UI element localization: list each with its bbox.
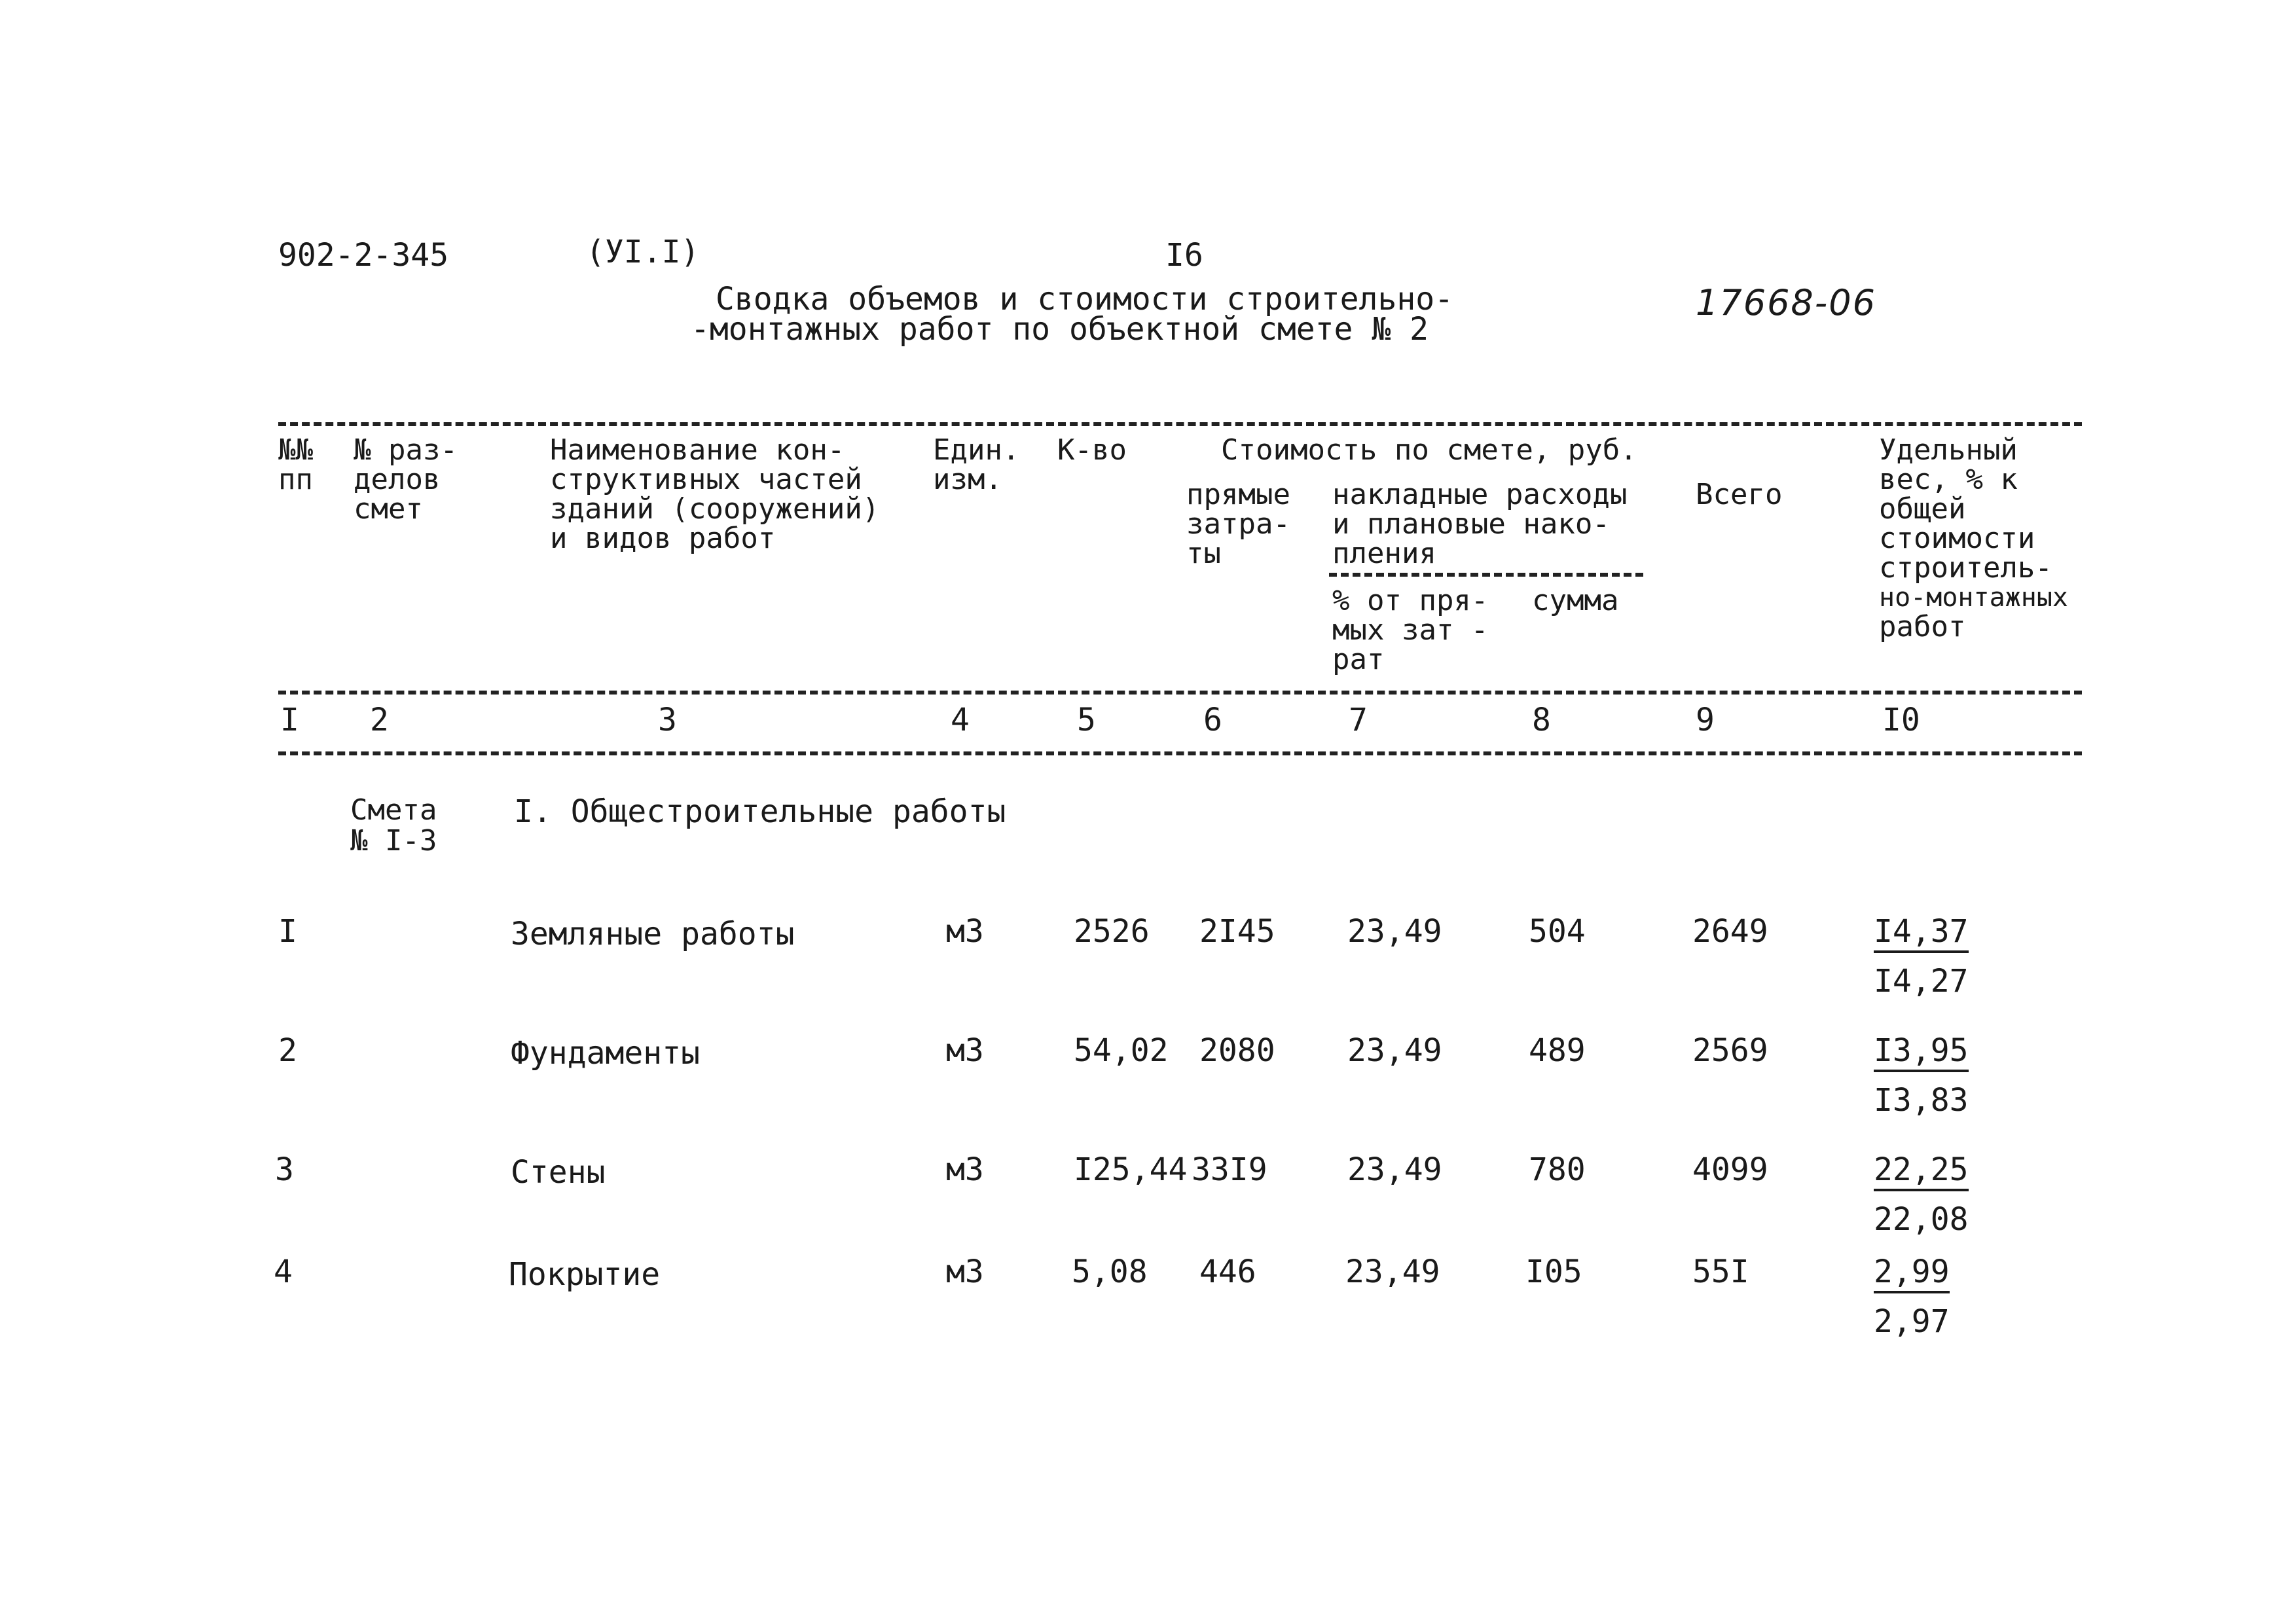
header-cost-group: Стоимость по смете, руб. [1221, 433, 1637, 467]
row-2-unit: м3 [946, 1032, 984, 1069]
header-col4-line1: Един. [933, 433, 1020, 467]
header-col2-line3: смет [354, 492, 423, 526]
document-code: 902-2-345 [278, 237, 449, 274]
handwritten-number: 17668-06 [1696, 282, 1876, 323]
header-col3-line2: структивных частей [550, 463, 862, 496]
row-4-share [1874, 1255, 1950, 1338]
section-ref-line2: № I-3 [350, 824, 437, 857]
header-col10-line3: общей [1879, 492, 1966, 526]
header-col10-line2: вес, % к [1879, 463, 2018, 496]
row-2-qty: 54,02 [1074, 1032, 1169, 1069]
row-2-share-bottom: I3,83 [1874, 1082, 1969, 1119]
row-4-sum: I05 [1525, 1254, 1582, 1290]
table-top-rule [278, 422, 2082, 426]
row-3-number: 3 [275, 1151, 294, 1188]
row-2-direct: 2080 [1199, 1032, 1275, 1069]
section-title: I. Общестроительные работы [514, 793, 1006, 830]
row-3-share-top: 22,25 [1874, 1153, 1969, 1191]
header-overhead-line1: накладные расходы [1332, 478, 1628, 511]
row-1-share-bottom: I4,27 [1874, 963, 1969, 1000]
header-col6-line2: затра- [1186, 507, 1290, 541]
header-bottom-rule [278, 691, 2082, 695]
row-1-pct: 23,49 [1347, 913, 1442, 950]
row-4-qty: 5,08 [1072, 1254, 1148, 1290]
header-col2-line1: № раз- [354, 433, 458, 467]
row-4-name: Покрытие [509, 1256, 661, 1293]
column-number-2: 2 [370, 702, 389, 738]
section-ref-line1: Смета [350, 793, 437, 827]
row-3-pct: 23,49 [1347, 1151, 1442, 1188]
document-title-line-2: -монтажных работ по объектной смете № 2 [691, 311, 1429, 348]
row-4-pct: 23,49 [1345, 1254, 1440, 1290]
column-number-3: 3 [658, 702, 677, 738]
header-col6-line3: ты [1186, 537, 1221, 570]
row-4-unit: м3 [946, 1254, 984, 1290]
column-number-6: 6 [1203, 702, 1222, 738]
row-4-number: 4 [274, 1254, 293, 1290]
row-3-sum: 780 [1529, 1151, 1586, 1188]
column-number-8: 8 [1532, 702, 1551, 738]
header-col7-line1: % от пря- [1332, 584, 1489, 617]
header-col6-line1: прямые [1186, 478, 1290, 511]
row-2-pct: 23,49 [1347, 1032, 1442, 1069]
row-3-unit: м3 [946, 1151, 984, 1188]
header-col8: сумма [1532, 584, 1619, 617]
column-number-10: I0 [1882, 702, 1920, 738]
header-col7-line2: мых зат - [1332, 613, 1489, 647]
row-1-unit: м3 [946, 913, 984, 950]
row-4-direct: 446 [1199, 1254, 1256, 1290]
column-number-4: 4 [951, 702, 970, 738]
row-2-share-top: I3,95 [1874, 1034, 1969, 1072]
header-col7-line3: рат [1332, 643, 1385, 676]
page-number: I6 [1165, 237, 1203, 274]
header-col10-line5: строитель- [1879, 551, 2052, 585]
row-3-total: 4099 [1692, 1151, 1768, 1188]
row-2-name: Фундаменты [511, 1035, 700, 1072]
column-numbers-rule [278, 751, 2082, 755]
row-3-share-bottom: 22,08 [1874, 1201, 1969, 1238]
header-col1-line1: №№ [278, 433, 313, 467]
header-col1-line2: пп [278, 463, 313, 496]
column-number-1: I [280, 702, 299, 738]
header-col3-line3: зданий (сооружений) [550, 492, 880, 526]
row-1-sum: 504 [1529, 913, 1586, 950]
row-1-direct: 2I45 [1199, 913, 1275, 950]
row-4-share-bottom: 2,97 [1874, 1303, 1950, 1340]
document-title-line-1: Сводка объемов и стоимости строительно- [716, 281, 1454, 317]
overhead-group-rule [1329, 573, 1643, 577]
header-overhead-line3: пления [1332, 537, 1436, 570]
row-3-direct: 33I9 [1192, 1151, 1267, 1188]
row-4-share-top: 2,99 [1874, 1255, 1950, 1293]
header-col4-line2: изм. [933, 463, 1002, 496]
header-col10-line4: стоимости [1879, 522, 2035, 555]
row-3-qty: I25,44 [1074, 1151, 1188, 1188]
header-col10-line7: работ [1879, 610, 1966, 643]
row-1-number: I [278, 913, 297, 950]
document-part: (УI.I) [586, 234, 700, 270]
header-col9: Всего [1696, 478, 1783, 511]
header-col10-line6: но-монтажных [1879, 583, 2068, 613]
row-2-sum: 489 [1529, 1032, 1586, 1069]
header-col2-line2: делов [354, 463, 441, 496]
column-number-7: 7 [1349, 702, 1368, 738]
column-number-5: 5 [1077, 702, 1096, 738]
row-1-total: 2649 [1692, 913, 1768, 950]
column-number-9: 9 [1696, 702, 1715, 738]
row-1-qty: 2526 [1074, 913, 1150, 950]
row-1-name: Земляные работы [511, 916, 795, 952]
row-2-number: 2 [278, 1032, 297, 1069]
header-overhead-line2: и плановые нако- [1332, 507, 1610, 541]
row-1-share-top: I4,37 [1874, 915, 1969, 953]
header-col5: К-во [1057, 433, 1127, 467]
row-2-total: 2569 [1692, 1032, 1768, 1069]
row-1-share [1874, 915, 1969, 998]
header-col3-line1: Наименование кон- [550, 433, 845, 467]
row-2-share [1874, 1034, 1969, 1117]
row-3-share [1874, 1153, 1969, 1236]
row-4-total: 55I [1692, 1254, 1749, 1290]
header-col10-line1: Удельный [1879, 433, 2018, 467]
header-col3-line4: и видов работ [550, 522, 776, 555]
row-3-name: Стены [511, 1154, 606, 1191]
